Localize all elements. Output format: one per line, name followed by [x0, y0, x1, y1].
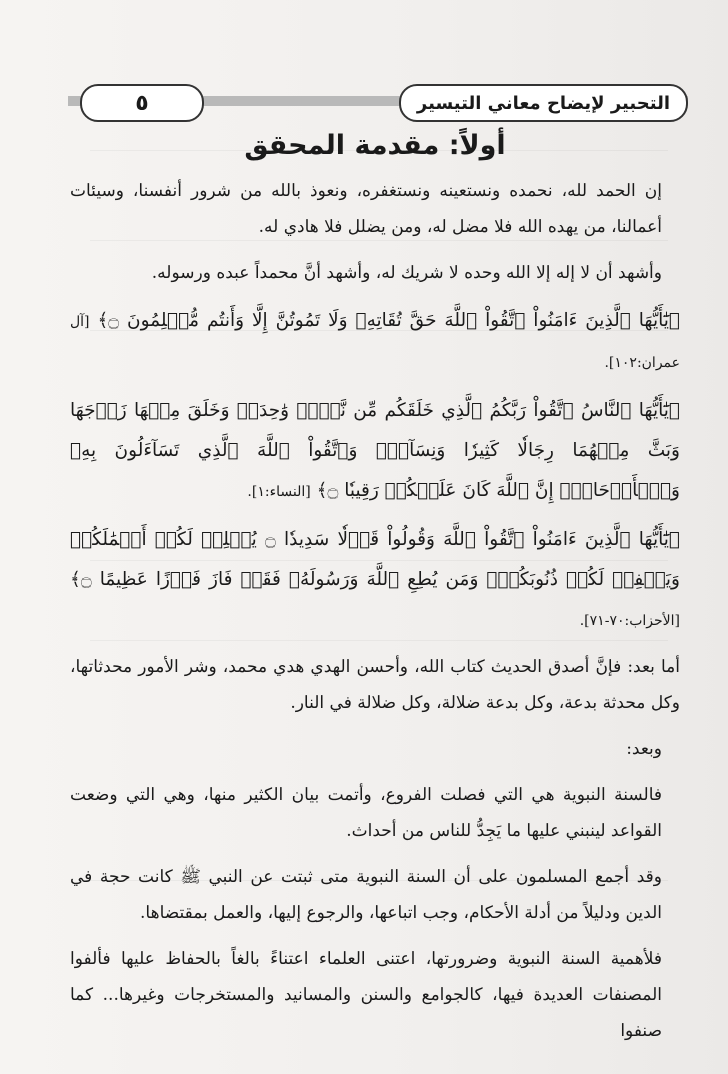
quran-verse-text: ﴿يَٰٓأَيُّهَا ٱلَّذِينَ ءَامَنُواْ ٱتَّقُواْ ٱللَّهَ وَقُولُواْ قَوۡلٗا سَدِيدٗا ۝ يُصۡلِحۡ لَكُمۡ أَعۡمَٰلَكُمۡ وَيَغۡفِرۡ لَكُمۡ ذُنُوبَكُمۡۗ وَمَن يُطِعِ ٱللَّهَ وَرَسُولَهُۥ فَقَدۡ فَازَ فَوۡزًا عَظِيمًا ۝﴾ [70, 529, 680, 590]
verse-reference: [النساء:١]. [247, 484, 311, 500]
quran-verse-al-imran [70, 301, 680, 383]
paragraph-shahada: وأشهد أن لا إله إلا الله وحده لا شريك له، وأشهد أنَّ محمداً عبده ورسوله. [151, 263, 662, 283]
paragraph-hamd: إن الحمد لله، نحمده ونستعينه ونستغفره، ونعوذ بالله من شرور أنفسنا، وسيئات أعمالنا، من يهده الله فلا مضل له، ومن يضلل فلا هادي له. [70, 181, 662, 237]
quran-verse-text: ﴿يَٰٓأَيُّهَا ٱلنَّاسُ ٱتَّقُواْ رَبَّكُمُ ٱلَّذِي خَلَقَكُم مِّن نَّفۡسٖ وَٰحِدَةٖ وَخَلَقَ مِنۡهَا زَوۡجَهَا وَبَثَّ مِنۡهُمَا رِجَالٗا كَثِيرٗا وَنِسَآءٗۚ وَٱتَّقُواْ ٱللَّهَ ٱلَّذِي تَسَآءَلُونَ بِهِۦ وَٱلۡأَرۡحَامَۚ إِنَّ ٱللَّهَ كَانَ عَلَيۡكُمۡ رَقِيبٗا ۝﴾ [70, 400, 680, 501]
verse-reference: [آل عمران:١٠٢]. [70, 314, 680, 371]
paragraph-amma-baad: أما بعد: فإنَّ أصدق الحديث كتاب الله، وأحسن الهدي هدي محمد، وشر الأمور محدثاتها، وكل محدثة بدعة، وكل بدعة ضلالة، وكل ضلالة في النار. [70, 657, 680, 713]
quran-verse-nisa [70, 391, 680, 512]
paragraph-wa-baad: وبعد: [626, 739, 662, 759]
paragraph-importance: فلأهمية السنة النبوية وضرورتها، اعتنى العلماء اعتناءً بالغاً بالحفاظ عليها فألفوا المصنفات العديدة فيها، كالجوامع والسنن والمسانيد والمستخرجات وغيرها... كما صنفوا [70, 949, 662, 1041]
verse-reference: [الأحزاب:٧٠-٧١]. [579, 613, 680, 629]
paragraph-sunnah-role: فالسنة النبوية هي التي فصلت الفروع، وأتمت بيان الكثير منها، وهي التي وضعت القواعد لينبني عليها ما يَجِدُّ للناس من أحداث. [70, 785, 662, 841]
running-header [68, 84, 688, 122]
section-title: أولاً: مقدمة المحقق [244, 130, 506, 161]
quran-verse-ahzab [70, 520, 680, 641]
book-title: التحبير لإيضاح معاني التيسير [399, 84, 688, 122]
page-number: ٥ [80, 84, 204, 122]
quran-verse-text: ﴿يَٰٓأَيُّهَا ٱلَّذِينَ ءَامَنُواْ ٱتَّقُواْ ٱللَّهَ حَقَّ تُقَاتِهِۦ وَلَا تَمُوتُنَّ إِلَّا وَأَنتُم مُّسۡلِمُونَ ۝﴾ [97, 310, 680, 331]
page-body [70, 126, 680, 1059]
paragraph-consensus: وقد أجمع المسلمون على أن السنة النبوية متى ثبتت عن النبي ﷺ كانت حجة في الدين ودليلاً من أدلة الأحكام، وجب اتباعها، والرجوع إليها، والعمل بمقتضاها. [70, 867, 662, 923]
